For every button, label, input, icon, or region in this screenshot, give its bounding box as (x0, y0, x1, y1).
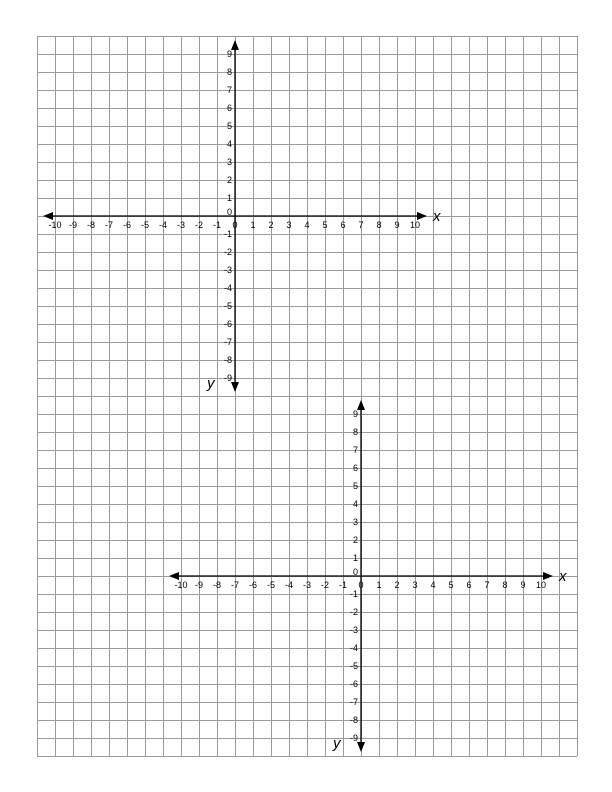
x-tick-label: -5 (140, 220, 150, 230)
y-tick-label: 2 (352, 535, 358, 545)
y-tick-label: 3 (226, 157, 232, 167)
y-tick-label: -7 (223, 337, 232, 347)
x-tick-label: -6 (248, 580, 258, 590)
x-tick-label: 6 (466, 580, 472, 590)
y-tick-label: -9 (349, 733, 358, 743)
y-tick-label: 4 (226, 139, 232, 149)
y-tick-label: 2 (226, 175, 232, 185)
y-tick-label: 9 (352, 409, 358, 419)
y-tick-label: 7 (352, 445, 358, 455)
x-tick-label: 9 (394, 220, 400, 230)
y-axis-name: y (207, 375, 215, 392)
y-tick-label: -7 (349, 697, 358, 707)
grid (37, 36, 578, 757)
y-tick-label: -5 (223, 301, 232, 311)
x-tick-label: 10 (535, 580, 547, 590)
y-tick-label: -2 (223, 247, 232, 257)
x-tick-label: -1 (212, 220, 222, 230)
x-axis-name: x (433, 208, 441, 225)
x-tick-label: 5 (448, 580, 454, 590)
y-tick-label: 3 (352, 517, 358, 527)
x-tick-label: -1 (338, 580, 348, 590)
y-tick-label: 1 (226, 193, 232, 203)
x-tick-label: -7 (104, 220, 114, 230)
x-tick-label: 2 (268, 220, 274, 230)
y-tick-label: 5 (226, 121, 232, 131)
x-tick-label: 9 (520, 580, 526, 590)
x-tick-label: 1 (250, 220, 256, 230)
x-tick-label: 10 (409, 220, 421, 230)
x-tick-label: 4 (430, 580, 436, 590)
x-tick-label: -10 (174, 580, 188, 590)
y-tick-label: 0 (226, 207, 232, 217)
y-tick-label: -1 (223, 229, 232, 239)
y-tick-label: -4 (223, 283, 232, 293)
x-tick-label: -6 (122, 220, 132, 230)
y-tick-label: 6 (226, 103, 232, 113)
x-tick-label: -8 (212, 580, 222, 590)
y-tick-label: -3 (223, 265, 232, 275)
x-tick-label: -2 (320, 580, 330, 590)
x-tick-label: 0 (358, 580, 364, 590)
x-tick-label: 3 (286, 220, 292, 230)
x-tick-label: 4 (304, 220, 310, 230)
y-tick-label: -9 (223, 373, 232, 383)
y-tick-label: 5 (352, 481, 358, 491)
y-tick-label: -5 (349, 661, 358, 671)
y-tick-label: 0 (352, 567, 358, 577)
x-tick-label: 3 (412, 580, 418, 590)
x-axis-name: x (559, 568, 567, 585)
y-tick-label: 9 (226, 49, 232, 59)
y-tick-label: -1 (349, 589, 358, 599)
x-tick-label: 8 (502, 580, 508, 590)
x-tick-label: -3 (302, 580, 312, 590)
x-tick-label: 6 (340, 220, 346, 230)
x-tick-label: 8 (376, 220, 382, 230)
y-tick-label: 6 (352, 463, 358, 473)
y-tick-label: 4 (352, 499, 358, 509)
x-tick-label: -4 (284, 580, 294, 590)
x-tick-label: -3 (176, 220, 186, 230)
x-tick-label: 2 (394, 580, 400, 590)
x-tick-label: -8 (86, 220, 96, 230)
y-tick-label: 7 (226, 85, 232, 95)
y-tick-label: 8 (226, 67, 232, 77)
x-tick-label: -5 (266, 580, 276, 590)
x-tick-label: 5 (322, 220, 328, 230)
x-tick-label: -9 (68, 220, 78, 230)
x-tick-label: 1 (376, 580, 382, 590)
x-tick-label: -4 (158, 220, 168, 230)
y-tick-label: -4 (349, 643, 358, 653)
y-tick-label: -3 (349, 625, 358, 635)
y-tick-label: -6 (223, 319, 232, 329)
x-tick-label: -9 (194, 580, 204, 590)
y-tick-label: 8 (352, 427, 358, 437)
x-tick-label: -7 (230, 580, 240, 590)
y-tick-label: -2 (349, 607, 358, 617)
y-tick-label: 1 (352, 553, 358, 563)
x-tick-label: -10 (48, 220, 62, 230)
x-tick-label: 7 (358, 220, 364, 230)
y-tick-label: -8 (349, 715, 358, 725)
y-tick-label: -8 (223, 355, 232, 365)
x-tick-label: 0 (232, 220, 238, 230)
y-axis-name: y (333, 735, 341, 752)
x-tick-label: 7 (484, 580, 490, 590)
y-tick-label: -6 (349, 679, 358, 689)
x-tick-label: -2 (194, 220, 204, 230)
